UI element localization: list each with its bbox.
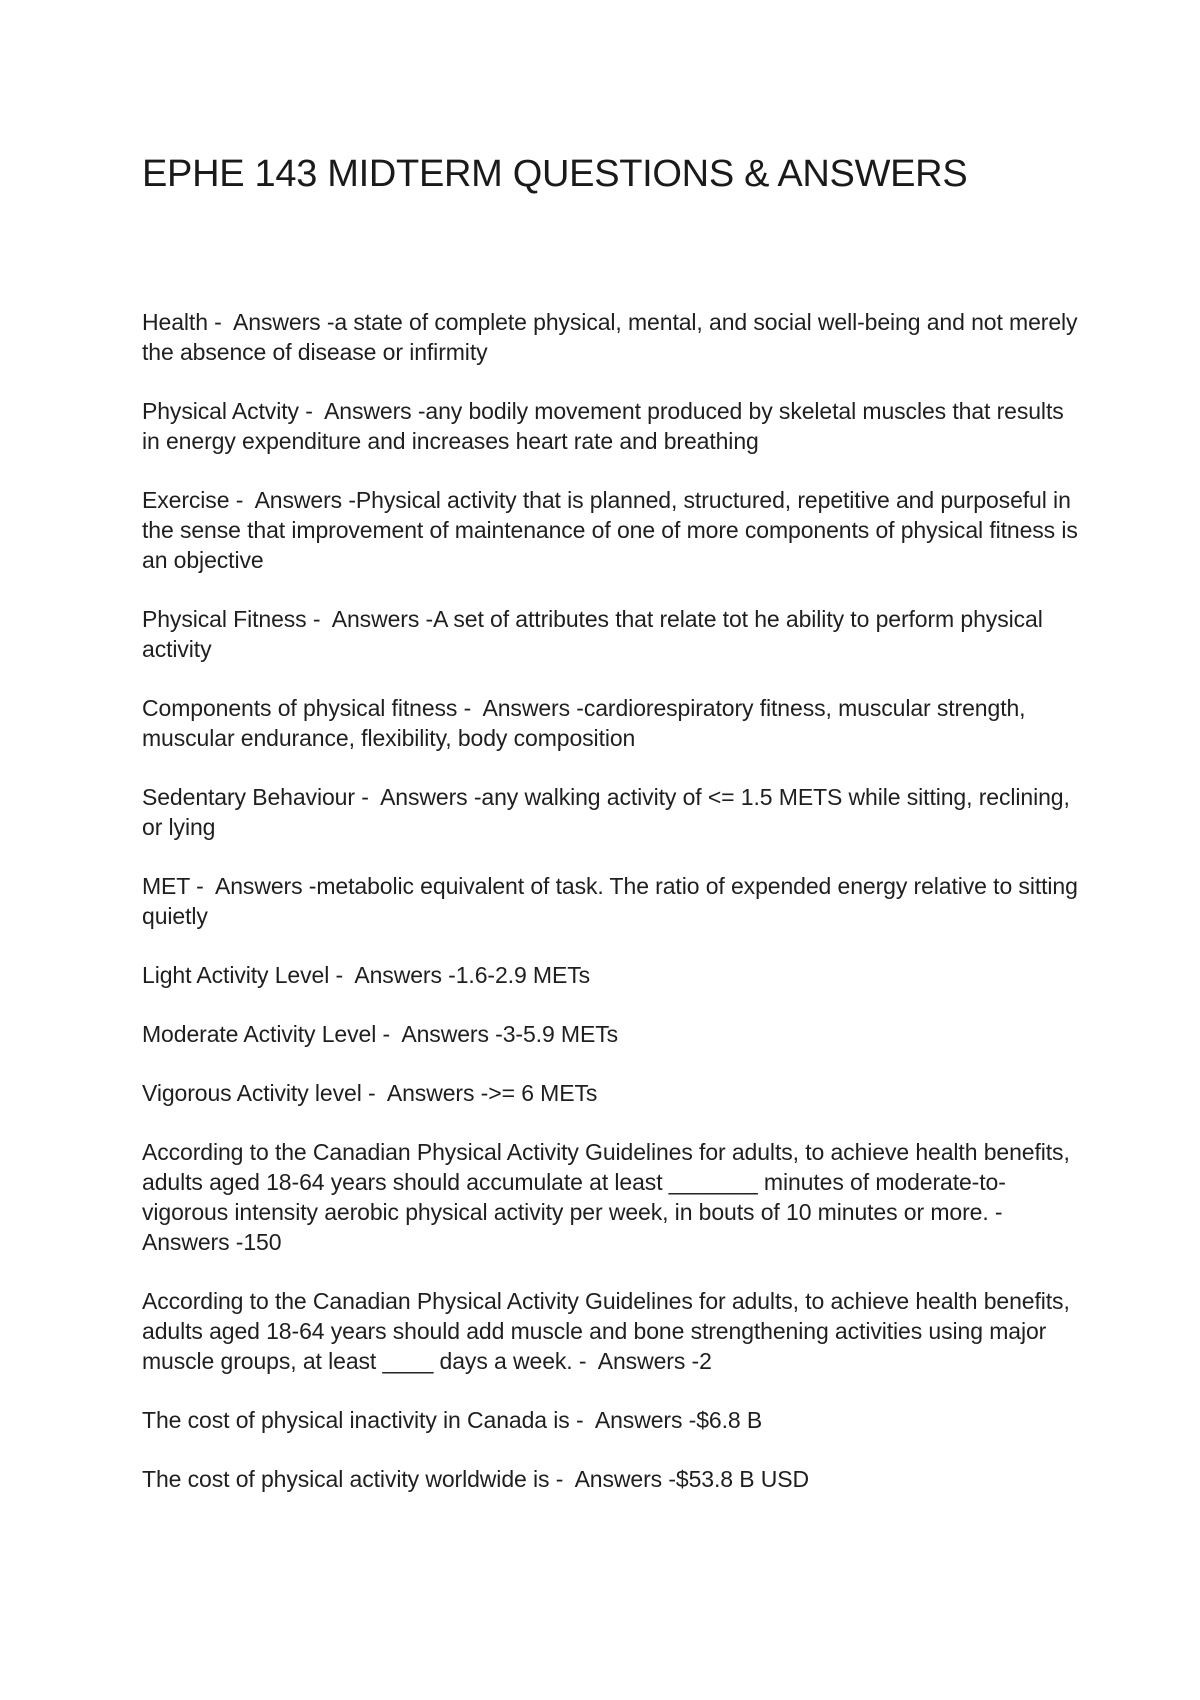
answer-text: >= 6 METs: [488, 1080, 598, 1106]
question-text: Moderate Activity Level: [142, 1021, 377, 1047]
answer-separator: - Answers -: [361, 1080, 489, 1106]
answer-text: Physical activity that is planned, structured, repetitive and purposeful in the sense that improvement of maintenance of one of more components of physical fitness is an objective: [142, 487, 1085, 573]
answer-separator: - Answers -: [142, 1199, 1014, 1255]
qa-entry: [142, 396, 1082, 456]
answer-text: 3-5.9 METs: [502, 1021, 619, 1047]
answer-text: 150: [243, 1229, 282, 1255]
question-text: Exercise: [142, 487, 230, 513]
qa-entry: [142, 307, 1082, 367]
qa-entry: [142, 604, 1082, 664]
question-text: According to the Canadian Physical Activity Guidelines for adults, to achieve health benefits, adults aged 18-64 years should accumulate at least _______ minutes of moderate-to-vigorous intensity aerobic physical activity per week, in bouts of 10 minutes or more.: [142, 1139, 1077, 1225]
question-text: The cost of physical inactivity in Canada is: [142, 1407, 570, 1433]
question-text: Light Activity Level: [142, 962, 330, 988]
document-title: EPHE 143 MIDTERM QUESTIONS & ANSWERS: [142, 153, 968, 195]
answer-separator: - Answers -: [549, 1466, 676, 1492]
qa-entry: [142, 1286, 1082, 1376]
answer-separator: - Answers -: [189, 873, 317, 899]
question-text: Physical Actvity: [142, 398, 299, 424]
answer-separator: - Answers -: [229, 487, 356, 513]
qa-entry: [142, 782, 1082, 842]
qa-entry: [142, 1078, 1082, 1108]
answer-text: $6.8 B: [696, 1407, 763, 1433]
question-text: The cost of physical activity worldwide is: [142, 1466, 550, 1492]
question-text: MET: [142, 873, 190, 899]
qa-entry: [142, 960, 1082, 990]
qa-entry: [142, 1019, 1082, 1049]
answer-text: cardiorespiratory fitness, muscular strength, muscular endurance, flexibility, body composition: [142, 695, 1032, 751]
answer-text: any walking activity of <= 1.5 METS while sitting, reclining, or lying: [142, 784, 1077, 840]
answer-text: $53.8 B USD: [675, 1466, 810, 1492]
answer-separator: - Answers -: [298, 398, 426, 424]
answer-separator: - Answers -: [306, 606, 434, 632]
question-text: Vigorous Activity level: [142, 1080, 362, 1106]
qa-entry: [142, 1464, 1082, 1494]
qa-list: [142, 307, 1085, 1523]
question-text: Physical Fitness: [142, 606, 307, 632]
answer-text: 1.6-2.9 METs: [455, 962, 591, 988]
question-text: According to the Canadian Physical Activity Guidelines for adults, to achieve health benefits, adults aged 18-64 years should add muscle and bone strengthening activities using major muscle groups, at least ____ days a week.: [142, 1288, 1077, 1374]
qa-entry: [142, 871, 1085, 931]
answer-text: 2: [699, 1348, 712, 1374]
answer-separator: - Answers -: [457, 695, 584, 721]
answer-separator: - Answers -: [329, 962, 456, 988]
answer-text: A set of attributes that relate tot he ability to perform physical activity: [142, 606, 1049, 662]
qa-entry: [142, 485, 1085, 575]
question-text: Health: [142, 309, 208, 335]
answer-text: a state of complete physical, mental, and social well-being and not merely the absence of disease or infirmity: [142, 309, 1084, 365]
answer-separator: - Answers -: [569, 1407, 697, 1433]
answer-text: any bodily movement produced by skeletal muscles that results in energy expenditure and increases heart rate and breathing: [142, 398, 1070, 454]
qa-entry: [142, 693, 1082, 753]
qa-entry: [142, 1405, 1082, 1435]
answer-separator: - Answers -: [207, 309, 335, 335]
answer-text: metabolic equivalent of task. The ratio of expended energy relative to sitting quietly: [142, 873, 1085, 929]
question-text: Components of physical fitness: [142, 695, 458, 721]
qa-entry: [142, 1137, 1082, 1257]
answer-separator: - Answers -: [572, 1348, 700, 1374]
question-text: Sedentary Behaviour: [142, 784, 355, 810]
answer-separator: - Answers -: [376, 1021, 503, 1047]
answer-separator: - Answers -: [354, 784, 482, 810]
